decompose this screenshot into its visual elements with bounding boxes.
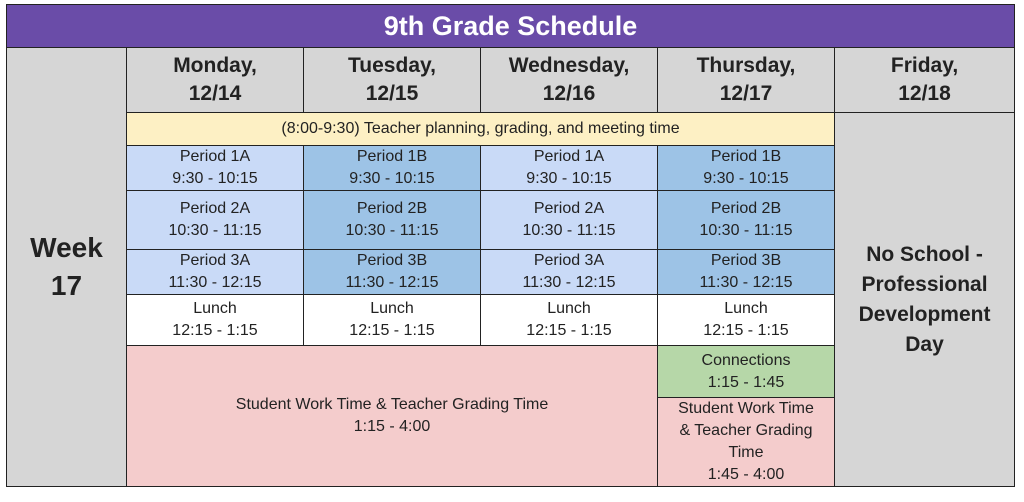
week-label: Week [30,232,103,263]
schedule-cell: Period 3A 11:30 - 12:15 [481,250,658,295]
student-work-time-block: Student Work Time & Teacher Grading Time 1:15 - 4:00 [127,346,658,487]
lunch-cell: Lunch 12:15 - 1:15 [481,295,658,346]
week-label-cell [7,48,127,487]
schedule-cell: Period 1A 9:30 - 10:15 [127,146,304,191]
lunch-cell: Lunch 12:15 - 1:15 [127,295,304,346]
day-header-wednesday: Wednesday, 12/16 [481,48,658,113]
connections-cell: Connections 1:15 - 1:45 [658,346,835,398]
friday-note-line: Professional [861,272,988,296]
lunch-cell: Lunch 12:15 - 1:15 [304,295,481,346]
schedule-cell: Period 3B 11:30 - 12:15 [304,250,481,295]
planning-time-banner: (8:00-9:30) Teacher planning, grading, and meeting time [127,113,835,146]
friday-note-line: No School - [866,242,983,266]
day-header-monday: Monday, 12/14 [127,48,304,113]
schedule-cell: Period 2A 10:30 - 11:15 [127,191,304,250]
day-header-friday: Friday, 12/18 [835,48,1015,113]
week-number: 17 [50,270,83,301]
day-header-thursday: Thursday, 12/17 [658,48,835,113]
friday-no-school-cell [835,113,1015,487]
lunch-cell: Lunch 12:15 - 1:15 [658,295,835,346]
schedule-cell: Period 2A 10:30 - 11:15 [481,191,658,250]
schedule-title: 9th Grade Schedule [7,5,1015,48]
schedule-cell: Period 3A 11:30 - 12:15 [127,250,304,295]
schedule-cell: Period 1A 9:30 - 10:15 [481,146,658,191]
schedule-cell: Period 2B 10:30 - 11:15 [658,191,835,250]
schedule-cell: Period 3B 11:30 - 12:15 [658,250,835,295]
schedule-table [6,4,1015,487]
friday-note-line: Development [858,302,991,326]
schedule-cell: Period 2B 10:30 - 11:15 [304,191,481,250]
thursday-work-time-cell: Student Work Time & Teacher Grading Time 1:45 - 4:00 [658,398,835,487]
day-header-tuesday: Tuesday, 12/15 [304,48,481,113]
friday-note-line: Day [905,332,944,356]
schedule-cell: Period 1B 9:30 - 10:15 [658,146,835,191]
schedule-cell: Period 1B 9:30 - 10:15 [304,146,481,191]
